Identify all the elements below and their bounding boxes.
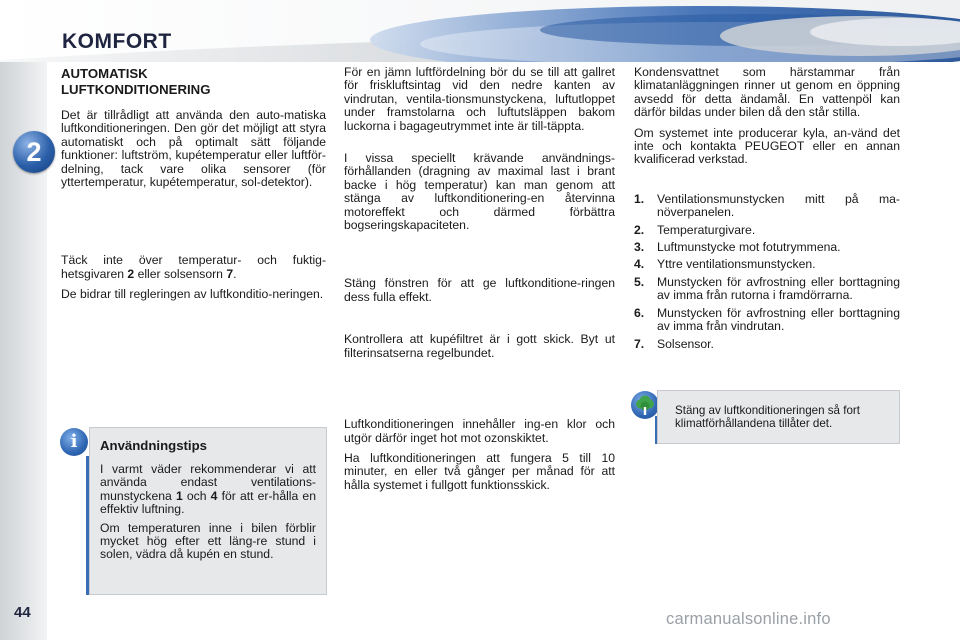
paragraph: Kondensvattnet som härstammar från klimatanläggningen rinner ut genom en öppning avsedd för detta ändamål. En vattenpöl kan därför bildas under bilen då den står stilla. <box>634 65 900 120</box>
column-1 <box>61 66 326 309</box>
ref-number: 2 <box>127 266 135 281</box>
paragraph: Stäng fönstren för att ge luftkonditione-ringen dess fulla effekt. <box>344 276 615 304</box>
ref-number: 4 <box>210 488 218 503</box>
tips-paragraph-2: Om temperaturen inne i bilen förblir mycket hög efter ett läng-re stund i solen, vädra då kupén en stund. <box>100 520 316 562</box>
text-run: I varmt väder rekommenderar vi att använda endast ventilations-munstyckena <box>100 462 316 503</box>
paragraph: Ha luftkonditioneringen att fungera 5 till 10 minuter, en eller två gånger per månad för att hålla systemet i fullgott funktionsskick. <box>344 450 615 492</box>
intro-paragraph: Det är tillrådligt att använda den auto-matiska luftkonditioneringen. Den gör det möjligt att styra automatiskt och på optimalt sätt följande funktioner: luftström, kupétemperatur eller luftför-delning, tack vare olika sensorer (för yttertemperatur, kupétemperatur, sol-detektor). <box>61 108 326 190</box>
section-heading-line-1: AUTOMATISK <box>61 66 148 81</box>
eco-tip-text: Stäng av luftkonditioneringen så fort klimatförhållandena tillåter det. <box>675 404 860 430</box>
list-item <box>634 224 900 237</box>
info-icon: i <box>60 428 88 456</box>
list-number: 7. <box>634 336 645 351</box>
list-number: 3. <box>634 240 645 255</box>
list-text: Ventilationsmunstycken mitt på ma-növerpanelen. <box>657 191 900 220</box>
list-text: Luftmunstycke mot fotutrymmena. <box>657 240 841 255</box>
column-2 <box>344 66 615 499</box>
ref-number: 7 <box>226 266 234 281</box>
text-run: för att er-hålla en effektiv luftning. <box>100 488 316 517</box>
eco-tree-icon <box>631 391 659 419</box>
paragraph: För en jämn luftfördelning bör du se till att gallret för friskluftsintag vid den nedre kanten av vindrutan, ventila-tionsmunstyckena, luftutloppet under framstolarna och luftutsläppen bakom luckorna i bagageutrymmet inte är till-täppta. <box>344 65 615 133</box>
list-item <box>634 307 900 334</box>
component-list <box>634 193 900 351</box>
usage-tips-box <box>89 427 327 595</box>
paragraph: Luftkonditioneringen innehåller ing-en klor och utgör därför inget hot mot ozonskiktet. <box>344 417 615 445</box>
tips-paragraph-1 <box>100 463 316 517</box>
text-run: Täck inte över temperatur- och fuktig-hetsgivaren <box>61 253 326 281</box>
list-text: Solsensor. <box>657 336 714 351</box>
tips-title: Användningstips <box>100 438 207 453</box>
section-heading <box>61 66 326 98</box>
text-run: . <box>233 266 237 281</box>
list-text: Munstycken för avfrostning eller borttagning av imma från vindrutan. <box>657 305 900 334</box>
paragraph: Om systemet inte producerar kyla, an-vänd det inte och kontakta PEUGEOT eller en annan kvalificerad verkstad. <box>634 125 900 167</box>
list-item <box>634 241 900 254</box>
page-number: 44 <box>14 604 31 621</box>
sensor-info-paragraph: De bidrar till regleringen av luftkonditio-neringen. <box>61 287 324 302</box>
list-text: Munstycken för avfrostning eller borttagning av imma från rutorna i framdörrarna. <box>657 274 900 303</box>
paragraph: Kontrollera att kupéfiltret är i gott skick. Byt ut filterinsatserna regelbundet. <box>344 332 615 360</box>
ref-number: 1 <box>175 488 183 503</box>
eco-tip-box <box>657 390 900 444</box>
list-number: 5. <box>634 274 645 289</box>
list-number: 2. <box>634 222 645 237</box>
list-number: 6. <box>634 305 645 320</box>
text-run: eller solsensorn <box>134 266 227 281</box>
column-3 <box>634 66 900 355</box>
list-item <box>634 258 900 271</box>
list-number: 1. <box>634 191 645 206</box>
page-header <box>0 0 960 62</box>
list-item <box>634 276 900 303</box>
paragraph: I vissa speciellt krävande användnings-förhållanden (dragning av maximal last i brant backe i hög temperatur) kan man genom att stänga av luftkonditionering-en återvinna motoreffekt och därmed förbättra bogseringskapaciteten. <box>344 151 615 233</box>
text-run: och <box>182 488 211 503</box>
list-number: 4. <box>634 257 645 272</box>
chapter-number-badge: 2 <box>13 131 55 173</box>
list-text: Yttre ventilationsmunstycken. <box>657 257 816 272</box>
page-title: KOMFORT <box>62 30 172 53</box>
list-item <box>634 193 900 220</box>
section-heading-line-2: LUFTKONDITIONERING <box>61 82 211 97</box>
list-item <box>634 338 900 351</box>
sensor-warning-paragraph <box>61 254 326 281</box>
list-text: Temperaturgivare. <box>657 222 756 237</box>
watermark: carmanualsonline.info <box>666 610 831 628</box>
